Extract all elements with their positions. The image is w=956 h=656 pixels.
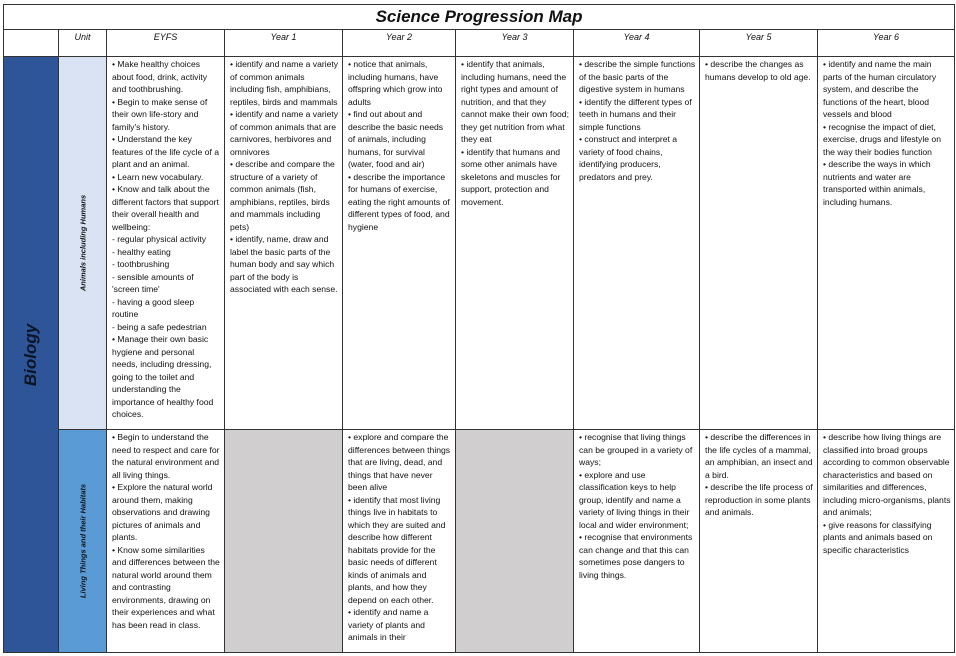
header-year-1: Year 1 [225, 30, 343, 57]
header-year-6: Year 6 [818, 30, 955, 57]
corner-cell [4, 30, 59, 57]
header-year-4: Year 4 [574, 30, 700, 57]
empty-cell [456, 430, 574, 653]
content-cell: • identify that animals, including humans, need the right types and amount of nutrition, and that they cannot make their own food; they get nutrition from what they eat • identify that humans and some other animals have skeletons and muscles for support, protection and movement. [456, 57, 574, 430]
page-title: Science Progression Map [4, 5, 955, 30]
content-cell: • explore and compare the differences between things that are living, dead, and things that have never been alive • identify that most living things live in habitats to which they are suited and describe how different habitats provide for the basic needs of different kinds of animals and plants, and how they depend on each other. • identify and name a variety of plants and animals in their [343, 430, 456, 653]
content-cell: • identify and name the main parts of the human circulatory system, and describe the functions of the heart, blood vessels and blood • recognise the impact of diet, exercise, drugs and lifestyle on the way their bodies function • describe the ways in which nutrients and water are transported within animals, including humans. [818, 57, 955, 430]
content-cell: • describe the differences in the life cycles of a mammal, an amphibian, an insect and a bird. • describe the life process of reproduction in some plants and animals. [700, 430, 818, 653]
header-unit: Unit [59, 30, 107, 57]
table-row [4, 57, 955, 430]
progression-table [3, 4, 955, 653]
unit-label: Living Things and their Habitats [78, 483, 87, 599]
empty-cell [225, 430, 343, 653]
content-cell: • describe the simple functions of the basic parts of the digestive system in humans • identify the different types of teeth in humans and their simple functions • construct and interpret a variety of food chains, identifying producers, predators and prey. [574, 57, 700, 430]
content-cell: • Begin to understand the need to respect and care for the natural environment and all living things. • Explore the natural world around them, making observations and drawing pictures of animals and plants. • Know some similarities and differences between the natural world around them and contrasting environments, drawing on their experiences and what has been read in class. [107, 430, 225, 653]
header-year-5: Year 5 [700, 30, 818, 57]
subject-label: Biology [21, 323, 40, 386]
content-cell: • describe the changes as humans develop to old age. [700, 57, 818, 430]
header-year-3: Year 3 [456, 30, 574, 57]
unit-cell [59, 57, 107, 430]
unit-label: Animals including Humans [78, 194, 87, 292]
content-cell: • identify and name a variety of common animals including fish, amphibians, reptiles, birds and mammals • identify and name a variety of common animals that are carnivores, herbivores and omnivores • describe and compare the structure of a variety of common animals (fish, amphibians, reptiles, birds and mammals including pets) • identify, name, draw and label the basic parts of the human body and say which part of the body is associated with each sense. [225, 57, 343, 430]
subject-cell [4, 57, 59, 653]
header-eyfs: EYFS [107, 30, 225, 57]
content-cell: • recognise that living things can be grouped in a variety of ways; • explore and use classification keys to help group, identify and name a variety of living things in their local and wider environment; • recognise that environments can change and that this can sometimes pose dangers to living things. [574, 430, 700, 653]
content-cell: • describe how living things are classified into broad groups according to common observable characteristics and based on similarities and differences, including micro-organisms, plants and animals; • give reasons for classifying plants and animals based on specific characteristics [818, 430, 955, 653]
unit-cell [59, 430, 107, 653]
content-cell: • Make healthy choices about food, drink, activity and toothbrushing. • Begin to make sense of their own life-story and family's history. • Understand the key features of the life cycle of a plant and an animal. • Learn new vocabulary. • Know and talk about the different factors that support their overall health and wellbeing: - regular physical activity - healthy eating - toothbrushing - sensible amounts of 'screen time' - having a good sleep routine - being a safe pedestrian • Manage their own basic hygiene and personal needs, including dressing, going to the toilet and understanding the importance of healthy food choices. [107, 57, 225, 430]
content-cell: • notice that animals, including humans, have offspring which grow into adults • find out about and describe the basic needs of animals, including humans, for survival (water, food and air) • describe the importance for humans of exercise, eating the right amounts of different types of food, and hygiene [343, 57, 456, 430]
header-year-2: Year 2 [343, 30, 456, 57]
table-row [4, 430, 955, 653]
